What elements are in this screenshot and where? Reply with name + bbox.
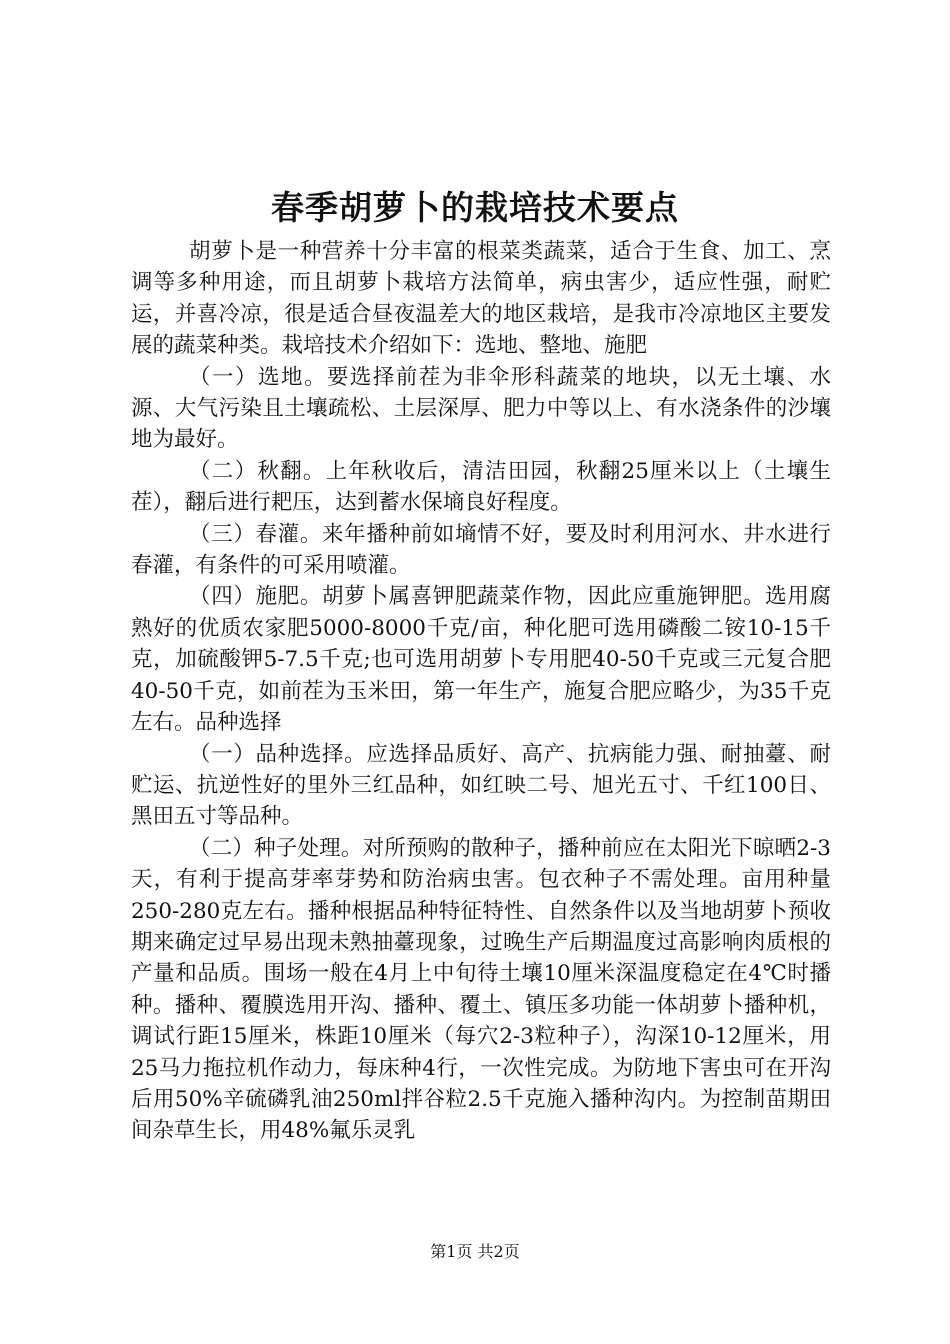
paragraph-seed-treatment: （二）种子处理。对所预购的散种子，播种前应在太阳光下晾晒2-3天，有利于提高芽率芽势和防治病虫害。包衣种子不需处理。亩用种量250-280克左右。播种根据品种特征特性、自然条件以及当地胡萝卜预收期来确定过早易出现未熟抽薹现象，过晚生产后期温度过高影响肉质根的产量和品质。围场一般在4月上中旬待土壤10厘米深温度稳定在4℃时播种。播种、覆膜选用开沟、播种、覆土、镇压多功能一体胡萝卜播种机，调试行距15厘米，株距10厘米（每穴2-3粒种子），沟深10-12厘米，用25马力拖拉机作动力，每床种4行，一次性完成。为防地下害虫可在开沟后用50%辛硫磷乳油250ml拌谷粒2.5千克施入播种沟内。为控制苗期田间杂草生长，用48%氟乐灵乳 — [131, 835, 831, 1144]
paragraph-intro: 胡萝卜是一种营养十分丰富的根菜类蔬菜，适合于生食、加工、烹调等多种用途，而且胡萝卜栽培方法简单，病虫害少，适应性强，耐贮运，并喜冷凉，很是适合昼夜温差大的地区栽培，是我市冷凉地区主要发展的蔬菜种类。栽培技术介绍如下：选地、整地、施肥 — [131, 239, 831, 359]
paragraph-autumn-plowing: （二）秋翻。上年秋收后，清洁田园，秋翻25厘米以上（土壤生茬），翻后进行耙压，达到蓄水保墒良好程度。 — [131, 458, 831, 516]
page-number-footer: 第1页 共2页 — [430, 1242, 520, 1261]
paragraph-site-selection: （一）选地。要选择前茬为非伞形科蔬菜的地块，以无土壤、水源、大气污染且土壤疏松、土层深厚、肥力中等以上、有水浇条件的沙壤地为最好。 — [131, 364, 831, 453]
document-body — [131, 236, 831, 1147]
paragraph-variety-selection: （一）品种选择。应选择品质好、高产、抗病能力强、耐抽薹、耐贮运、抗逆性好的里外三红品种，如红映二号、旭光五寸、千红100日、黑田五寸等品种。 — [131, 741, 831, 830]
document-title: 春季胡萝卜的栽培技术要点 — [271, 188, 679, 227]
paragraph-spring-irrigation: （三）春灌。来年播种前如墒情不好，要及时利用河水、井水进行春灌，有条件的可采用喷灌。 — [131, 521, 831, 579]
paragraph-fertilization: （四）施肥。胡萝卜属喜钾肥蔬菜作物，因此应重施钾肥。选用腐熟好的优质农家肥5000-8000千克/亩，种化肥可选用磷酸二铵10-15千克，加硫酸钾5-7.5千克;也可选用胡萝卜专用肥40-50千克或三元复合肥40-50千克，如前茬为玉米田，第一年生产，施复合肥应略少，为35千克左右。品种选择 — [131, 584, 831, 736]
